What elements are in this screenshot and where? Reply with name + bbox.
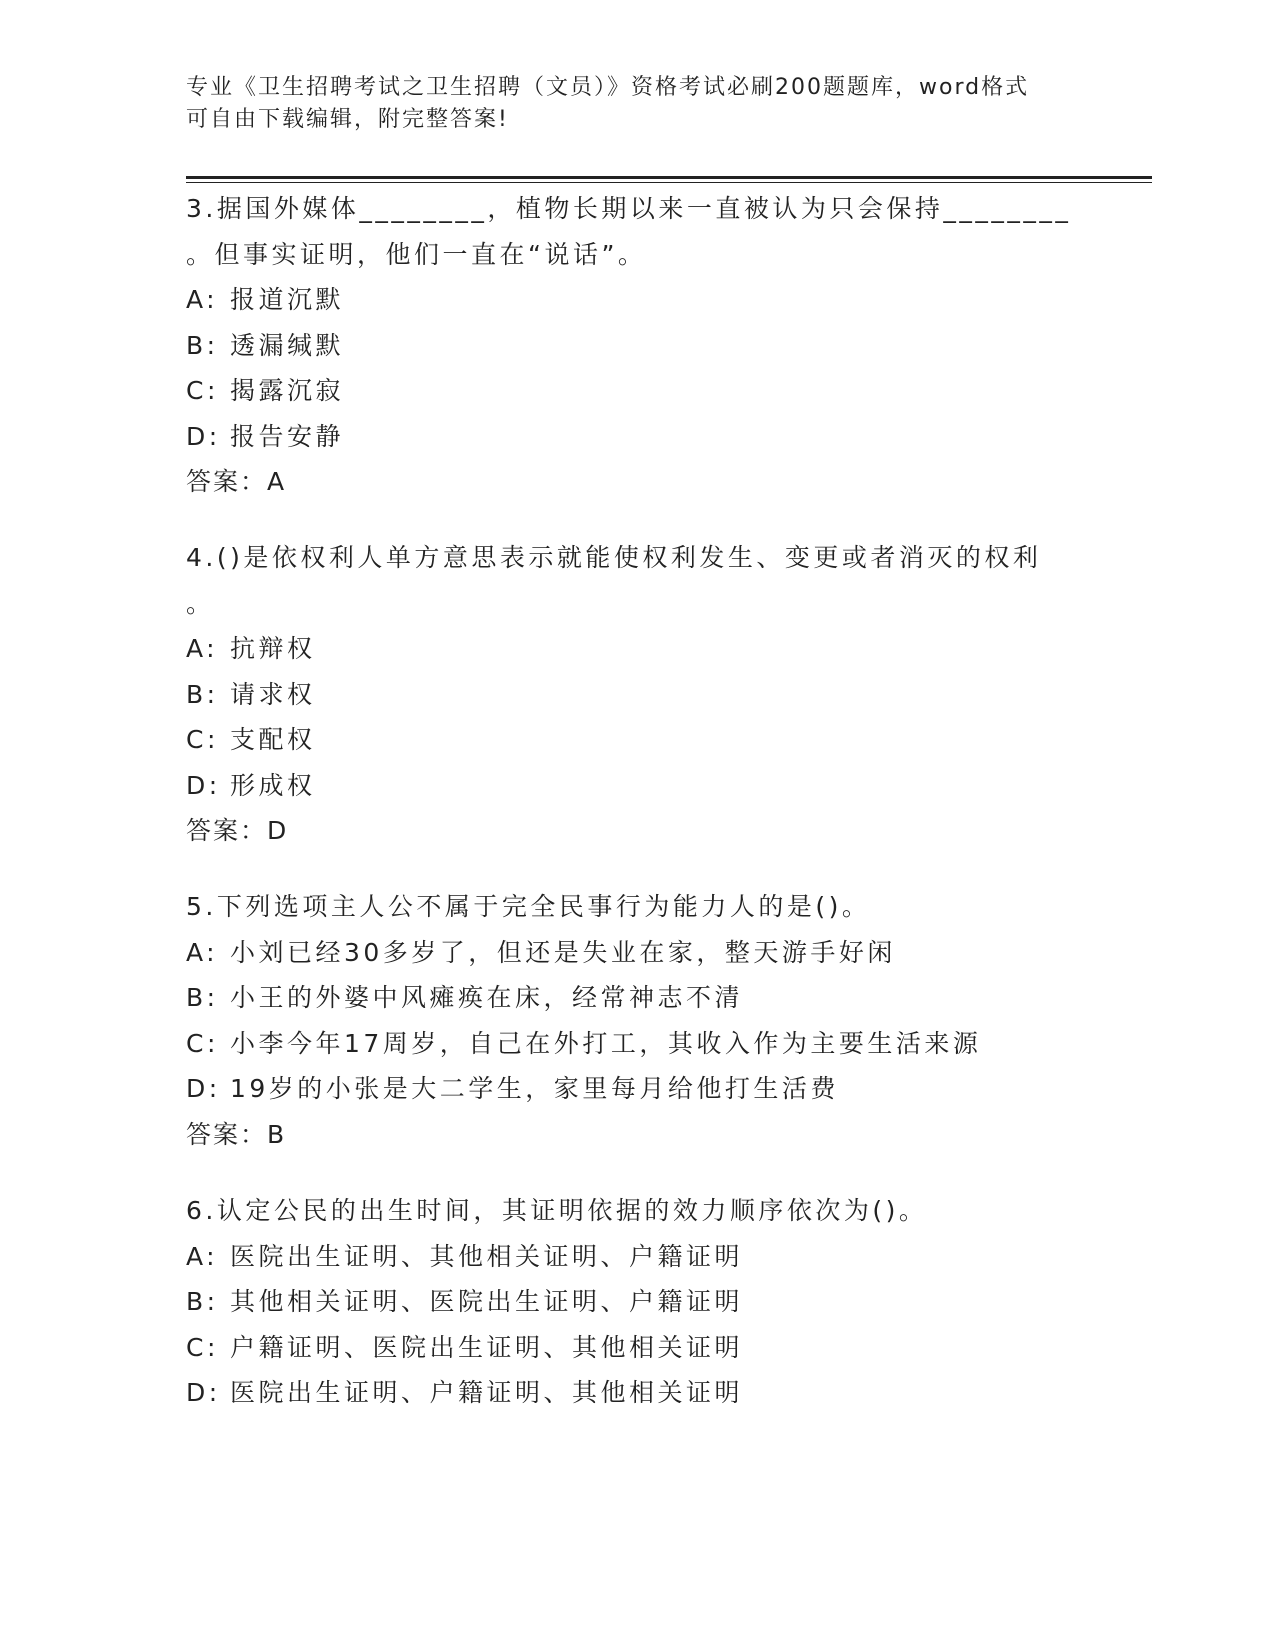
option-d <box>186 1370 1086 1416</box>
option-letter: D: <box>186 1074 221 1103</box>
question-stem-line: 3.据国外媒体________，植物长期以来一直被认为只会保持________ <box>186 194 1072 223</box>
option-d <box>186 414 1086 460</box>
question-stem-line: 6.认定公民的出生时间，其证明依据的效力顺序依次为()。 <box>186 1196 928 1225</box>
option-letter: C: <box>186 725 219 754</box>
question-5 <box>186 884 1086 1157</box>
option-letter: A: <box>186 1241 219 1271</box>
option-letter: B: <box>186 330 219 360</box>
option-d <box>186 1066 1086 1112</box>
option-text: 形成权 <box>230 770 316 800</box>
answer-label: 答案：B <box>186 1119 287 1149</box>
option-text: 小李今年17周岁，自己在外打工，其收入作为主要生活来源 <box>230 1028 982 1058</box>
option-c <box>186 1021 1086 1067</box>
option-b <box>186 323 1086 369</box>
header-line-2: 可自由下载编辑，附完整答案! <box>186 107 509 132</box>
option-letter: B: <box>186 983 219 1012</box>
question-stem-line: 5.下列选项主人公不属于完全民事行为能力人的是()。 <box>186 892 871 921</box>
question-6 <box>186 1188 1086 1416</box>
option-text: 报道沉默 <box>230 285 345 314</box>
option-letter: A: <box>186 634 219 663</box>
option-text: 小刘已经30多岁了，但还是失业在家，整天游手好闲 <box>230 937 896 967</box>
question-stem-line: 。 <box>186 588 215 618</box>
option-text: 揭露沉寂 <box>230 376 345 405</box>
option-text: 小王的外婆中风瘫痪在床，经常神志不清 <box>230 983 744 1012</box>
option-letter: B: <box>186 1287 219 1316</box>
option-letter: B: <box>186 679 219 709</box>
option-letter: C: <box>186 1028 219 1058</box>
option-text: 请求权 <box>230 679 316 709</box>
option-a <box>186 1234 1086 1280</box>
option-text: 医院出生证明、其他相关证明、户籍证明 <box>230 1241 744 1271</box>
option-letter: D: <box>186 1378 221 1407</box>
question-stem-line: 。但事实证明，他们一直在“说话”。 <box>186 239 647 269</box>
option-b <box>186 975 1086 1021</box>
option-c <box>186 1325 1086 1371</box>
question-3 <box>186 186 1086 505</box>
option-text: 户籍证明、医院出生证明、其他相关证明 <box>230 1332 744 1362</box>
option-letter: A: <box>186 937 219 967</box>
header-divider-thin <box>186 182 1152 183</box>
option-b <box>186 672 1086 718</box>
header-divider-thick <box>186 176 1152 179</box>
answer-label: 答案：D <box>186 816 289 845</box>
option-text: 报告安静 <box>230 421 345 451</box>
option-b <box>186 1279 1086 1325</box>
option-letter: D: <box>186 421 221 451</box>
header-line-1: 专业《卫生招聘考试之卫生招聘（文员）》资格考试必刷200题题库，word格式 <box>186 75 1030 100</box>
option-c <box>186 717 1086 763</box>
option-d <box>186 763 1086 809</box>
option-letter: A: <box>186 285 219 314</box>
option-letter: C: <box>186 376 219 405</box>
option-text: 透漏缄默 <box>230 330 345 360</box>
option-text: 支配权 <box>230 725 316 754</box>
option-a <box>186 626 1086 672</box>
question-4 <box>186 535 1086 854</box>
option-c <box>186 368 1086 414</box>
option-text: 其他相关证明、医院出生证明、户籍证明 <box>230 1287 744 1316</box>
option-letter: D: <box>186 770 221 800</box>
answer-label: 答案：A <box>186 467 287 496</box>
option-text: 抗辩权 <box>230 634 316 663</box>
option-a <box>186 277 1086 323</box>
option-text: 医院出生证明、户籍证明、其他相关证明 <box>230 1378 744 1407</box>
document-header <box>186 72 1066 136</box>
question-stem-line: 4.()是依权利人单方意思表示就能使权利发生、变更或者消灭的权利 <box>186 543 1042 572</box>
option-letter: C: <box>186 1332 219 1362</box>
option-a <box>186 930 1086 976</box>
option-text: 19岁的小张是大二学生，家里每月给他打生活费 <box>230 1074 839 1103</box>
